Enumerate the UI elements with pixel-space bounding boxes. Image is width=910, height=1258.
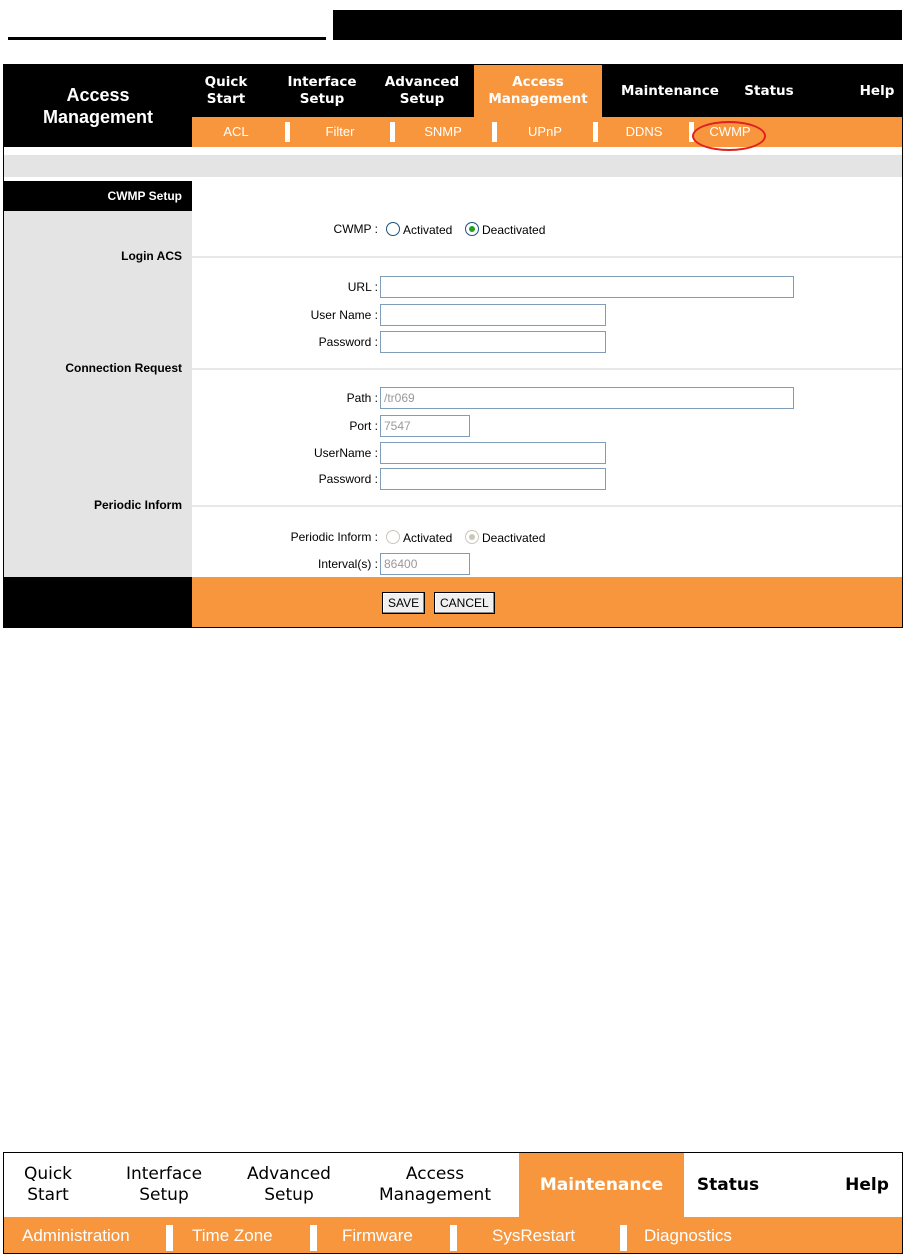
subtab-separator bbox=[390, 122, 395, 142]
subtab-snmp[interactable]: SNMP bbox=[424, 124, 462, 139]
tab-status[interactable]: Status bbox=[696, 1174, 760, 1195]
tab-help[interactable]: Help bbox=[859, 82, 895, 99]
password-label: Password : bbox=[318, 335, 378, 349]
tab-help[interactable]: Help bbox=[845, 1174, 889, 1195]
tab-maintenance[interactable]: Maintenance bbox=[519, 1153, 684, 1217]
periodic-deactivated-label: Deactivated bbox=[482, 531, 546, 545]
section-divider bbox=[192, 505, 902, 507]
username-input[interactable] bbox=[380, 304, 606, 326]
subtab-time-zone[interactable]: Time Zone bbox=[192, 1226, 273, 1245]
tab-quick-start[interactable]: Quick Start bbox=[204, 74, 248, 107]
subtab-separator bbox=[285, 122, 290, 142]
cwmp-label: CWMP : bbox=[333, 222, 378, 236]
cwmp-deactivated-radio[interactable] bbox=[465, 222, 479, 236]
cwmp-screenshot bbox=[3, 64, 903, 628]
subtab-separator bbox=[593, 122, 598, 142]
interval-input[interactable] bbox=[380, 553, 470, 575]
subtab-separator bbox=[310, 1225, 317, 1251]
username-label: User Name : bbox=[310, 308, 378, 322]
path-label: Path : bbox=[346, 391, 378, 405]
tab-access-management[interactable]: Access Management bbox=[474, 65, 602, 117]
section-divider bbox=[192, 368, 902, 370]
url-input[interactable] bbox=[380, 276, 794, 298]
section-login-acs: Login ACS bbox=[121, 249, 182, 263]
cwmp-activated-label: Activated bbox=[403, 223, 453, 237]
port-input[interactable] bbox=[380, 415, 470, 437]
subtab-separator bbox=[620, 1225, 627, 1251]
footer-bar bbox=[192, 577, 902, 628]
section-cwmp-setup: CWMP Setup bbox=[4, 181, 192, 211]
subtab-diagnostics[interactable]: Diagnostics bbox=[644, 1226, 732, 1245]
cr-password-label: Password : bbox=[318, 472, 378, 486]
subtab-ddns[interactable]: DDNS bbox=[625, 124, 663, 139]
section-connection-request: Connection Request bbox=[65, 361, 182, 375]
tab-access-management[interactable]: Access Management bbox=[379, 1164, 491, 1205]
subtab-administration[interactable]: Administration bbox=[22, 1226, 130, 1245]
periodic-activated-radio[interactable] bbox=[386, 530, 400, 544]
url-label: URL : bbox=[347, 280, 378, 294]
tab-status[interactable]: Status bbox=[744, 82, 794, 99]
interval-label: Interval(s) : bbox=[317, 557, 378, 571]
header-black-bar bbox=[333, 10, 902, 40]
document-header bbox=[8, 8, 902, 38]
subtab-filter[interactable]: Filter bbox=[325, 124, 355, 139]
subtab-cwmp[interactable]: CWMP bbox=[709, 124, 751, 139]
path-input[interactable] bbox=[380, 387, 794, 409]
save-button[interactable]: SAVE bbox=[382, 592, 425, 614]
cancel-button[interactable]: CANCEL bbox=[434, 592, 495, 614]
sub-navigation bbox=[192, 117, 902, 147]
subtab-separator bbox=[450, 1225, 457, 1251]
section-periodic-inform: Periodic Inform bbox=[93, 498, 182, 512]
port-label: Port : bbox=[349, 419, 378, 433]
subtab-separator bbox=[166, 1225, 173, 1251]
periodic-deactivated-radio[interactable] bbox=[465, 530, 479, 544]
subtab-firmware[interactable]: Firmware bbox=[342, 1226, 413, 1245]
cr-username-input[interactable] bbox=[380, 442, 606, 464]
subtab-separator bbox=[492, 122, 497, 142]
periodic-inform-label: Periodic Inform : bbox=[290, 530, 378, 544]
section-divider bbox=[192, 256, 902, 258]
top-navigation bbox=[192, 65, 902, 117]
cwmp-deactivated-label: Deactivated bbox=[482, 223, 546, 237]
cwmp-activated-radio[interactable] bbox=[386, 222, 400, 236]
subtab-upnp[interactable]: UPnP bbox=[528, 124, 562, 139]
subtab-acl[interactable]: ACL bbox=[223, 124, 249, 139]
cwmp-highlight-circle bbox=[692, 121, 766, 151]
periodic-activated-label: Activated bbox=[403, 531, 453, 545]
cr-password-input[interactable] bbox=[380, 468, 606, 490]
title-band bbox=[4, 155, 902, 177]
tab-advanced-setup[interactable]: Advanced Setup bbox=[247, 1164, 331, 1205]
tab-interface-setup[interactable]: Interface Setup bbox=[287, 74, 357, 107]
maintenance-nav-screenshot bbox=[3, 1152, 903, 1254]
cr-username-label: UserName : bbox=[313, 446, 378, 460]
tab-quick-start[interactable]: Quick Start bbox=[23, 1164, 73, 1205]
brand-title: Access Management bbox=[4, 65, 192, 147]
password-input[interactable] bbox=[380, 331, 606, 353]
header-rule bbox=[8, 37, 326, 40]
tab-advanced-setup[interactable]: Advanced Setup bbox=[384, 74, 460, 107]
footer-left bbox=[4, 577, 192, 628]
subtab-sysrestart[interactable]: SysRestart bbox=[492, 1226, 576, 1245]
tab-interface-setup[interactable]: Interface Setup bbox=[125, 1164, 203, 1205]
tab-maintenance[interactable]: Maintenance bbox=[621, 82, 719, 99]
